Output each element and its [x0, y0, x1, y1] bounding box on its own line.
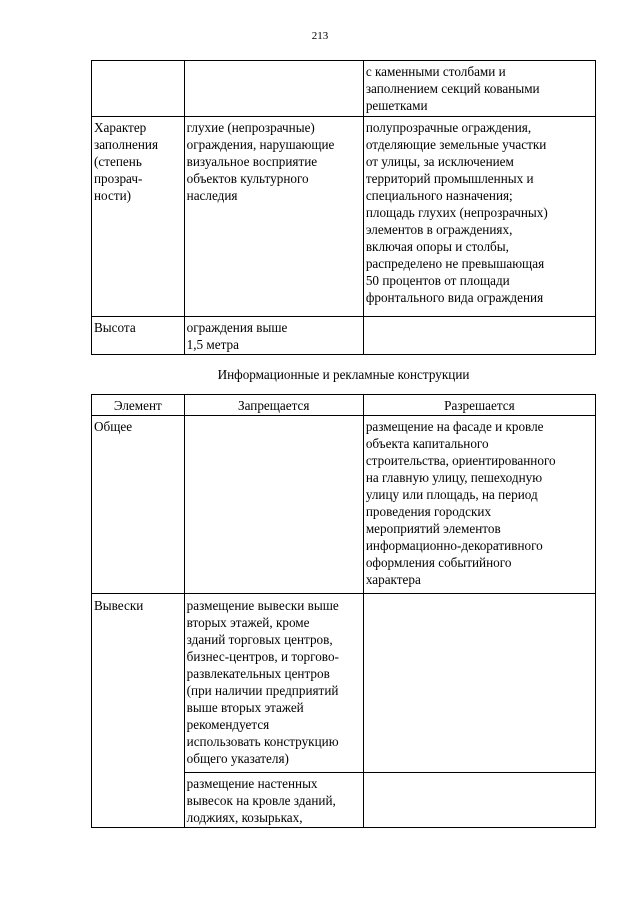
table-row — [92, 61, 596, 117]
table-header-row — [92, 395, 596, 416]
element-cell: Общее — [92, 416, 185, 594]
permitted-cell: полупрозрачные ограждения, отделяющие земельные участки от улицы, за исключением территорий промышленных и специального назначения; площадь глухих (непрозрачных) элементов в ограждениях, включая опоры и столбы, распределено не превышающая 50 процентов от площади фронтального вида ограждения — [363, 117, 595, 317]
prohibited-cell: глухие (непрозрачные) ограждения, нарушающие визуальное восприятие объектов культурного наследия — [184, 117, 363, 317]
prohibited-cell — [184, 61, 363, 117]
prohibited-cell: размещение настенных вывесок на кровле зданий, лоджиях, козырьках, — [184, 773, 363, 828]
table-row — [92, 594, 596, 773]
permitted-cell — [363, 317, 595, 355]
header-prohibited: Запрещается — [184, 395, 363, 416]
table-row — [92, 416, 596, 594]
signs-table — [91, 394, 596, 828]
prohibited-cell — [184, 416, 363, 594]
page-number: 213 — [311, 30, 329, 42]
fences-table — [91, 60, 596, 355]
permitted-cell: с каменными столбами и заполнением секций коваными решетками — [363, 61, 595, 117]
table-row — [92, 317, 596, 355]
header-permitted: Разрешается — [363, 395, 595, 416]
permitted-cell — [363, 594, 595, 773]
permitted-cell: размещение на фасаде и кровле объекта капитального строительства, ориентированного на главную улицу, пешеходную улицу или площадь, на период проведения городских мероприятий элементов информационно-декоративного оформления событийного характера — [363, 416, 595, 594]
permitted-cell — [363, 773, 595, 828]
table-row — [92, 117, 596, 317]
element-cell — [92, 61, 185, 117]
element-cell: Вывески — [92, 594, 185, 828]
element-cell: Высота — [92, 317, 185, 355]
element-cell: Характер заполнения (степень прозрач- ности) — [92, 117, 185, 317]
prohibited-cell: размещение вывески выше вторых этажей, кроме зданий торговых центров, бизнес-центров, и торгово- развлекательных центров (при наличии предприятий выше вторых этажей рекомендуется использовать конструкцию общего указателя) — [184, 594, 363, 773]
section-title: Информационные и рекламные конструкции — [217, 367, 470, 382]
header-element: Элемент — [92, 395, 185, 416]
prohibited-cell: ограждения выше 1,5 метра — [184, 317, 363, 355]
